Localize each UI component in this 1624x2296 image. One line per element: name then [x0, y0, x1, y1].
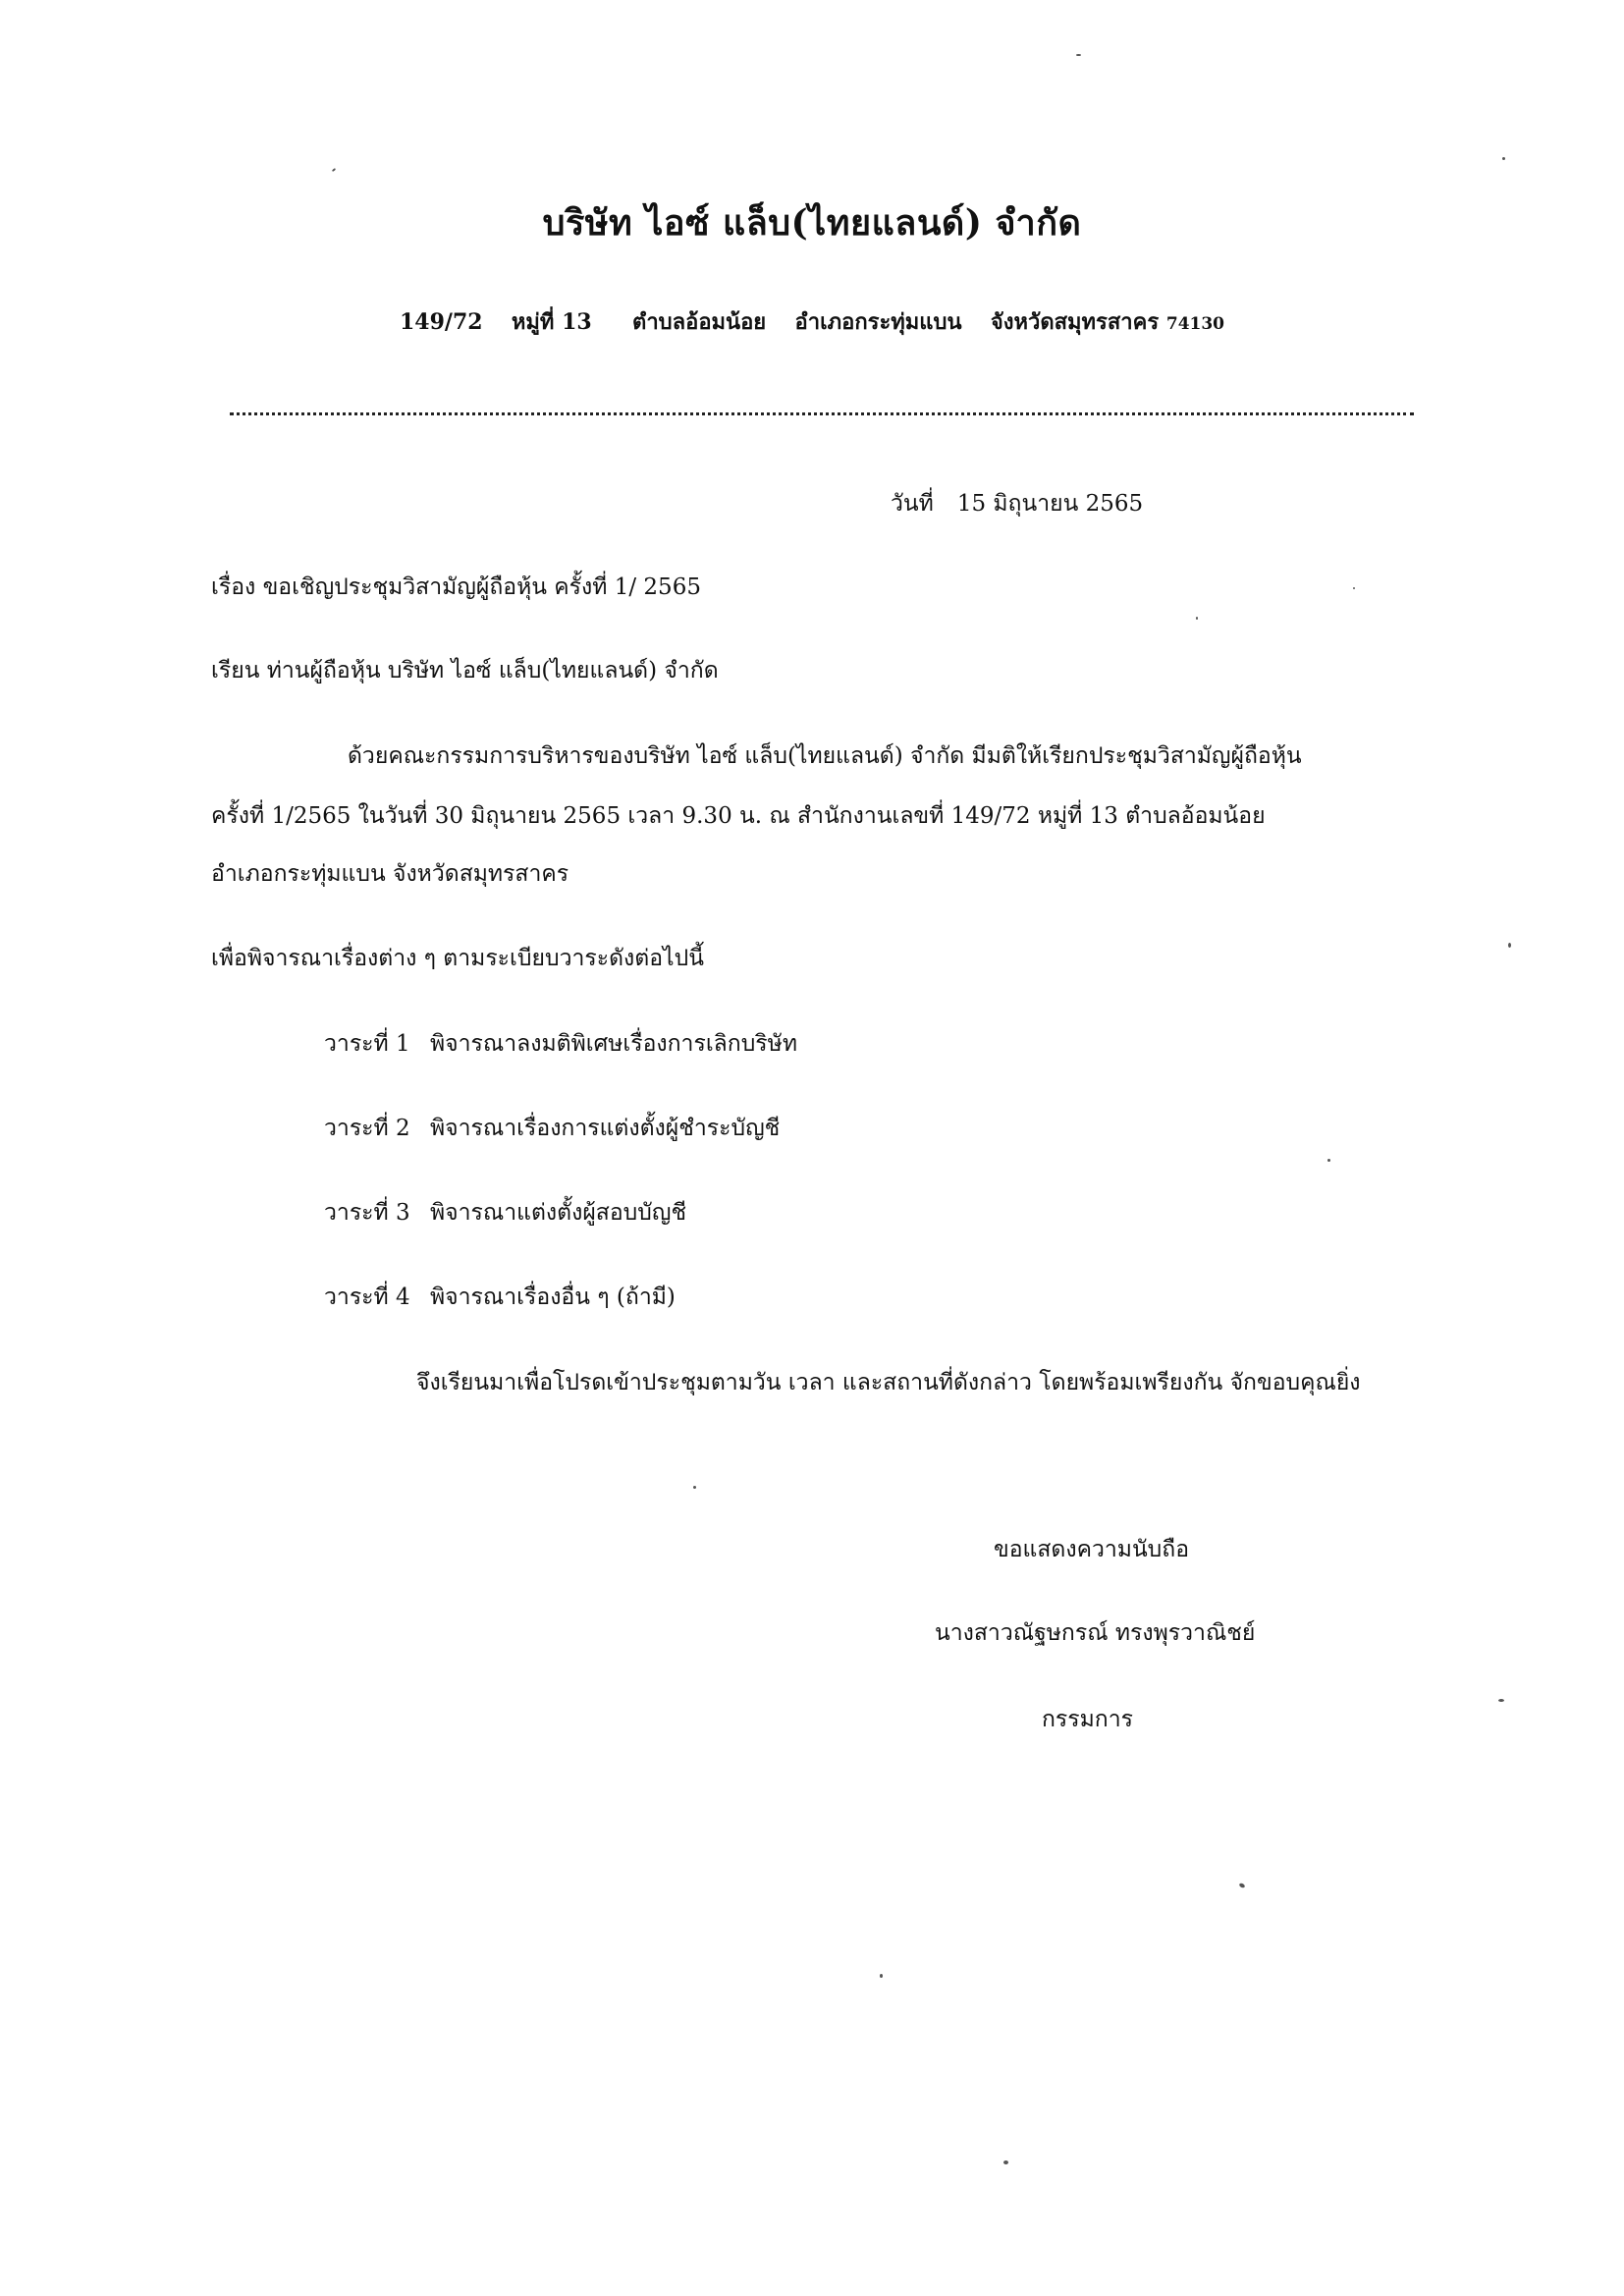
- address-province: จังหวัดสมุทรสาคร: [990, 309, 1160, 335]
- date-label: วันที่: [891, 491, 934, 517]
- scan-speck: [880, 1974, 883, 1978]
- letter-salutation: เรียน ท่านผู้ถือหุ้น บริษัท ไอซ์ แล็บ(ไทยแลนด์) จำกัด: [211, 658, 719, 683]
- agenda-number: วาระที่ 3: [324, 1200, 410, 1226]
- scan-speck: [1327, 1159, 1330, 1162]
- scan-speck: [332, 168, 336, 172]
- company-name-heading: บริษัท ไอซ์ แล็บ(ไทยแลนด์) จำกัด: [542, 202, 1082, 244]
- scan-speck: [1498, 1699, 1504, 1702]
- regards-line: ขอแสดงความนับถือ: [994, 1537, 1190, 1562]
- closing-sentence: จึงเรียนมาเพื่อโปรดเข้าประชุมตามวัน เวลา และสถานที่ดังกล่าว โดยพร้อมเพรียงกัน จักขอบคุณยิ่ง: [416, 1370, 1361, 1395]
- address-moo: หมู่ที่ 13: [511, 309, 592, 335]
- scan-speck: [1502, 157, 1505, 160]
- company-address: [0, 304, 1624, 339]
- signer-name: นางสาวณัฐษกรณ์ ทรงพุรวาณิชย์: [935, 1620, 1256, 1646]
- agenda-number: วาระที่ 4: [324, 1285, 410, 1310]
- signer-position: กรรมการ: [1042, 1707, 1133, 1732]
- letter-date: [891, 486, 1143, 521]
- scan-speck: [1196, 617, 1198, 620]
- agenda-item: [324, 1111, 780, 1146]
- agenda-text: พิจารณาเรื่องอื่น ๆ (ถ้ามี): [430, 1285, 676, 1310]
- agenda-number: วาระที่ 1: [324, 1031, 410, 1057]
- letterhead-divider: [230, 412, 1414, 415]
- scan-speck: [693, 1486, 696, 1489]
- scan-speck: [1003, 2160, 1008, 2164]
- date-value: 15 มิถุนายน 2565: [956, 491, 1144, 517]
- scan-speck: [1238, 1883, 1245, 1888]
- address-tambon: ตำบลอ้อมน้อย: [632, 309, 767, 335]
- paragraph-line-3: อำเภอกระทุ่มแบน จังหวัดสมุทรสาคร: [211, 861, 569, 887]
- paragraph-line-1: ด้วยคณะกรรมการบริหารของบริษัท ไอซ์ แล็บ(ไทยแลนด์) จำกัด มีมติให้เรียกประชุมวิสามัญผู้ถือหุ้น: [348, 743, 1302, 769]
- letter-subject: เรื่อง ขอเชิญประชุมวิสามัญผู้ถือหุ้น ครั้งที่ 1/ 2565: [211, 574, 701, 600]
- agenda-text: พิจารณาแต่งตั้งผู้สอบบัญชี: [430, 1200, 687, 1226]
- paragraph-line-2: ครั้งที่ 1/2565 ในวันที่ 30 มิถุนายน 2565 เวลา 9.30 น. ณ สำนักงานเลขที่ 149/72 หมู่ที่ 13 ตำบลอ้อมน้อย: [211, 803, 1266, 829]
- agenda-intro: เพื่อพิจารณาเรื่องต่าง ๆ ตามระเบียบวาระดังต่อไปนี้: [211, 946, 704, 971]
- scan-speck: [1353, 587, 1355, 589]
- agenda-number: วาระที่ 2: [324, 1116, 410, 1141]
- address-number: 149/72: [399, 309, 483, 335]
- address-zip: 74130: [1165, 314, 1225, 334]
- address-amphoe: อำเภอกระทุ่มแบน: [794, 309, 962, 335]
- agenda-text: พิจารณาลงมติพิเศษเรื่องการเลิกบริษัท: [430, 1031, 797, 1057]
- agenda-item: [324, 1280, 676, 1315]
- agenda-item: [324, 1026, 797, 1062]
- agenda-text: พิจารณาเรื่องการแต่งตั้งผู้ชำระบัญชี: [430, 1116, 781, 1141]
- scan-speck: [1508, 943, 1511, 948]
- scan-speck: [1076, 54, 1081, 56]
- agenda-item: [324, 1195, 686, 1230]
